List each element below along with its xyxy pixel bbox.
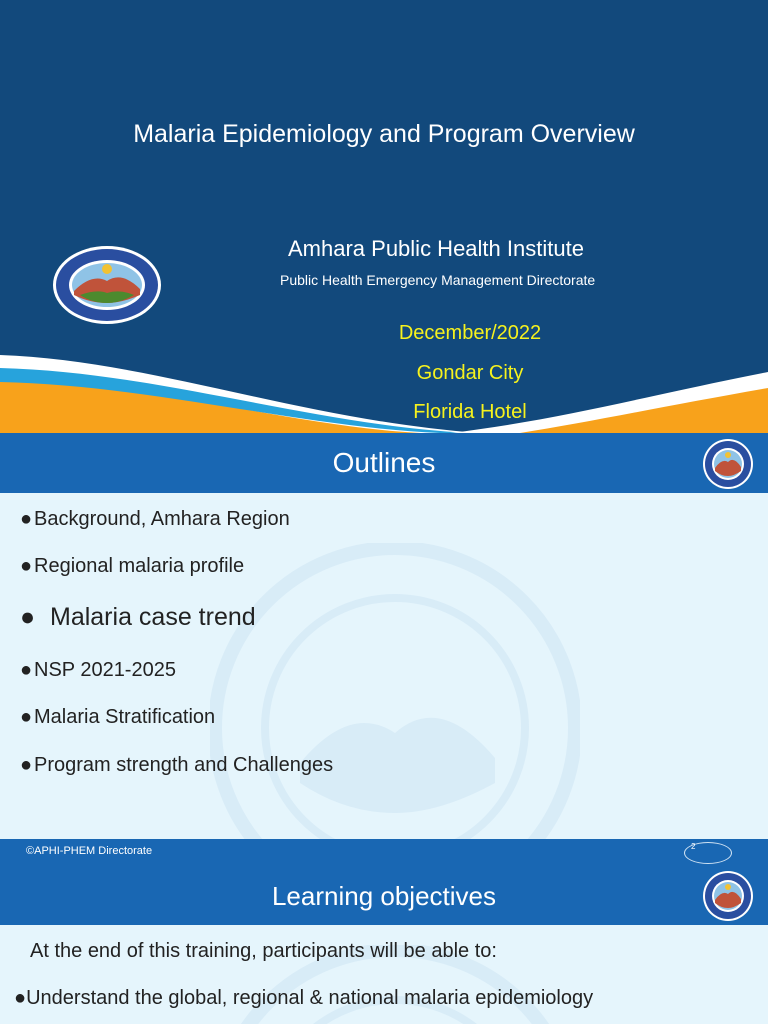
bullet-dot-icon: ● [20,659,33,681]
learning-objectives-slide [0,865,768,1024]
slide-title: Learning objectives [271,881,497,911]
seal-watermark-icon [210,543,580,865]
slide-footer [0,839,768,865]
page-number: 2 [691,842,696,851]
bullet-dot-icon: ● [20,603,36,631]
footer-copyright: ©APHI-PHEM Directorate [26,845,153,857]
presentation-title: Malaria Epidemiology and Program Overview [133,120,635,148]
list-item: ●Regional malaria profile [20,555,245,577]
institute-seal-icon [52,245,162,325]
presentation-city: Gondar City [416,362,524,384]
outlines-slide [0,433,768,865]
presentation-venue: Florida Hotel [413,401,527,423]
list-item: ●Malaria Stratification [20,706,216,728]
organization-name: Amhara Public Health Institute [288,236,584,261]
bullet-dot-icon: ● [14,987,27,1009]
learning-objectives-header [0,865,768,925]
presentation-date: December/2022 [398,322,542,344]
outlines-header [0,433,768,493]
bullet-dot-icon: ● [20,555,33,577]
directorate-name: Public Health Emergency Management Directorate [280,272,596,288]
list-item: ● Malaria case trend [20,603,256,631]
institute-seal-icon [702,438,754,490]
title-slide [0,0,768,433]
bullet-dot-icon: ● [20,754,33,776]
list-item: ●NSP 2021-2025 [20,659,176,681]
list-item: ●Program strength and Challenges [20,754,334,776]
institute-seal-icon [702,870,754,922]
bullet-dot-icon: ● [20,508,33,530]
slide-title: Outlines [332,447,436,478]
page-number-badge [684,842,732,864]
objectives-intro: At the end of this training, participants will be able to: [30,940,497,962]
list-item: ●Background, Amhara Region [20,508,290,530]
list-item: ●Understand the global, regional & national malaria epidemiology [14,987,594,1009]
bullet-dot-icon: ● [20,706,33,728]
